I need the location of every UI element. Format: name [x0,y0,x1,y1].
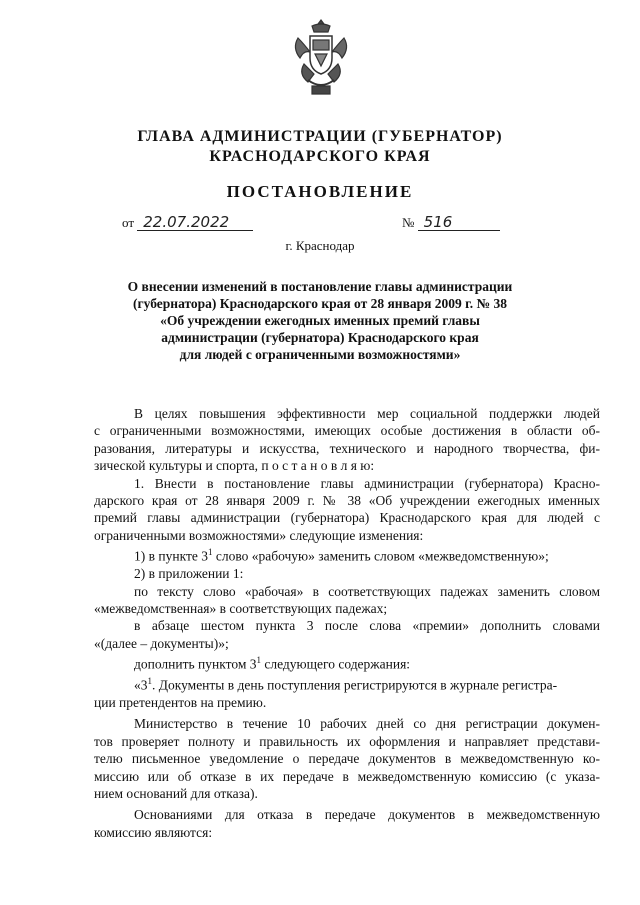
resolution-body [94,405,600,841]
authority-title-line2: КРАСНОДАРСКОГО КРАЯ [209,148,431,165]
body-line [94,673,600,694]
body-line: телю письменное уведомление о передаче документов в межведомственную ко- [94,751,600,767]
body-line-part: следующего содержания: [264,656,411,672]
body-line [94,544,600,565]
body-line: зической культуры и спорта, п о с т а н о в л я ю: [94,458,375,474]
body-line: ции претендентов на премию. [94,695,267,710]
title-line: (губернатора) Краснодарского края от 28 января 2009 г. № 38 [133,296,507,311]
body-line: миссию или об отказе в их передаче в межведомственную комиссию (с указа- [94,768,600,784]
number-label: № [402,215,415,230]
superscript-mark: 1 [147,676,152,687]
superscript-mark: 1 [256,655,261,666]
title-line: «Об учреждении ежегодных именных премий главы [160,313,480,328]
date-field [122,214,253,231]
body-line [94,652,600,673]
coat-of-arms-emblem [290,16,352,100]
body-line: премий главы администрации (губернатора) Краснодарского края для людей с [94,510,600,526]
body-line: «межведомственная» в соответствующих падежах; [94,600,388,616]
body-line: Основаниями для отказа в передаче документов в межведомственную [134,807,600,823]
authority-title-line1: ГЛАВА АДМИНИСТРАЦИИ (ГУБЕРНАТОР) [137,128,503,145]
body-line: 1. Внести в постановление главы администрации (губернатора) Красно- [134,475,600,491]
body-line: нием оснований для отказа). [94,786,258,802]
body-line-part: . Документы в день поступления регистрируются в журнале регистра- [152,677,558,693]
body-line: в абзаце шестом пункта 3 после слова «премии» дополнить словами [134,618,600,634]
body-line: Министерство в течение 10 рабочих дней со дня регистрации докумен- [134,716,600,732]
superscript-mark: 1 [207,547,213,558]
handwritten-number: 516 [418,214,500,231]
title-line: для людей с ограниченными возможностями» [179,347,461,362]
body-line: с ограниченными возможностями, имеющих особые достижения в области об- [94,423,600,439]
body-line-part: 1) в пункте 3 [134,548,208,564]
body-line: тов проверяет полноту и правильность их оформления и направляет представи- [94,733,600,749]
body-line: дарского края от 28 января 2009 г. № 38 «Об учреждении ежегодных именных [94,493,600,509]
body-line: по тексту слово «рабочая» в соответствующих падежах заменить словом [134,583,600,599]
document-type: ПОСТАНОВЛЕНИЕ [226,182,414,201]
title-line: администрации (губернатора) Краснодарского края [161,330,479,345]
body-line: 2) в приложении 1: [134,566,244,582]
body-line-part: дополнить пунктом 3 [134,656,257,672]
body-line-part: слово «рабочую» заменить словом «межведомственную»; [215,548,549,564]
body-line: разования, литературы и искусства, технического и народного творчества, фи- [94,440,600,456]
body-line-part: «3 [134,677,148,693]
number-field [402,214,500,231]
handwritten-date: 22.07.2022 [137,214,253,231]
body-line: «(далее – документы)»; [94,635,229,651]
resolution-title [100,278,540,363]
date-label: от [122,215,135,230]
body-line: комиссию являются: [94,824,213,840]
body-line: ограниченными возможностями» следующие изменения: [94,527,424,543]
body-line: В целях повышения эффективности мер социальной поддержки людей [134,406,600,421]
place-of-issue: г. Краснодар [285,238,355,253]
title-line: О внесении изменений в постановление главы администрации [127,279,513,294]
